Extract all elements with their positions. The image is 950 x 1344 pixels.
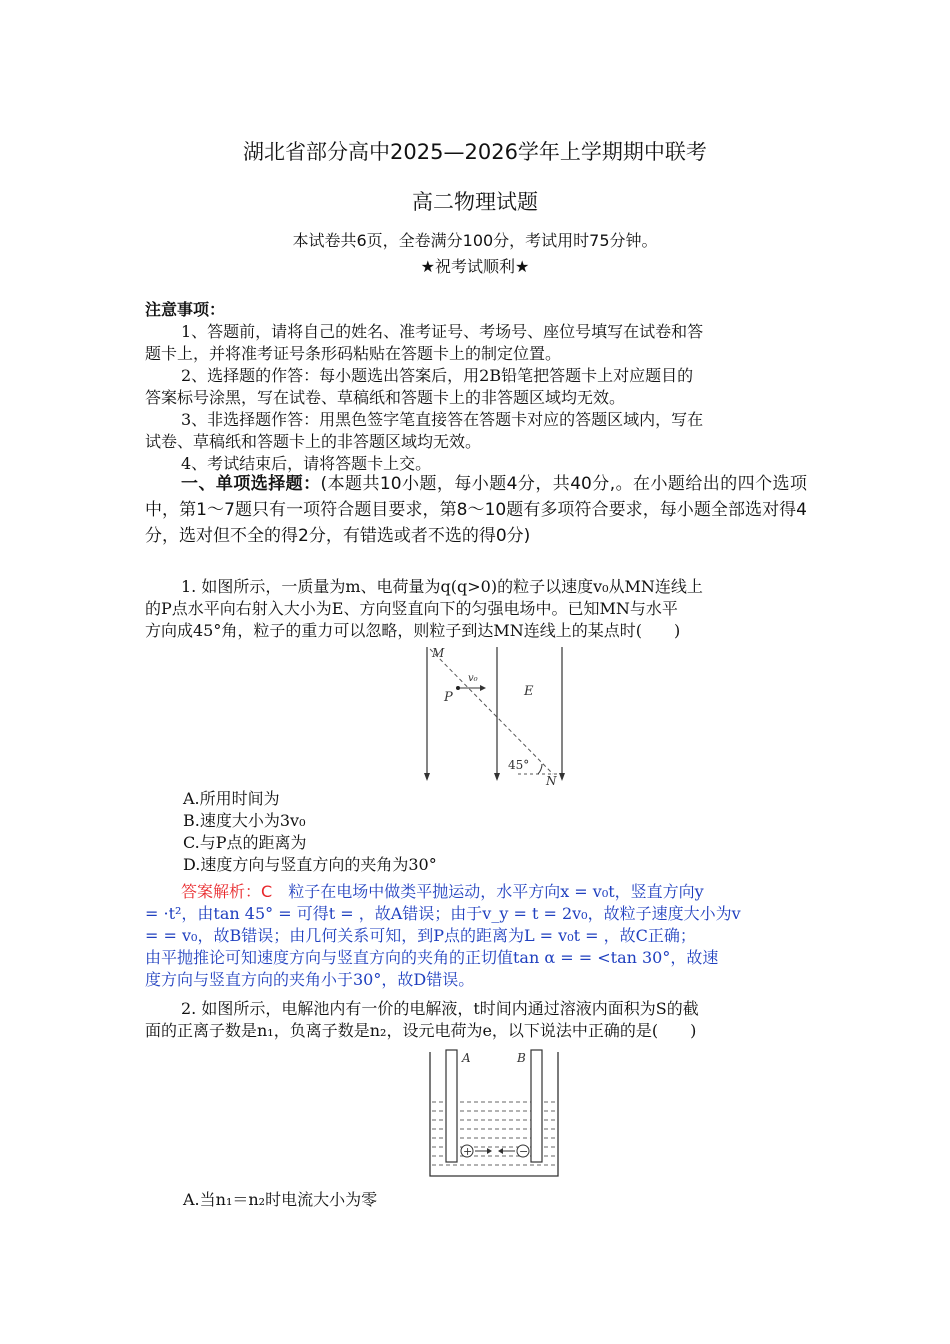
- q2-figure: [424, 1048, 564, 1180]
- exam-title: 湖北省部分高中2025—2026学年上学期期中联考: [243, 140, 707, 164]
- label-a: A: [462, 1051, 471, 1065]
- note-line: 2、选择题的作答：每小题选出答案后，用2B铅笔把答题卡上对应题目的: [181, 366, 694, 385]
- answer-line: 度方向与竖直方向的夹角小于30°，故D错误。: [145, 970, 475, 989]
- angle-arc: [538, 764, 542, 774]
- exam-info: 本试卷共6页，全卷满分100分，考试用时75分钟。: [292, 231, 658, 250]
- notes-heading: 注意事项：: [145, 300, 226, 319]
- note-line: 试卷、草稿纸和答题卡上的非答题区域均无效。: [145, 432, 482, 451]
- option-a: A.当n₁＝n₂时电流大小为零: [183, 1190, 378, 1209]
- notes-block: [145, 299, 807, 475]
- velocity-arrow-head: [480, 685, 486, 691]
- electrode-b: [531, 1050, 542, 1162]
- label-v0: v₀: [468, 673, 478, 684]
- answer-line: = = v₀，故B错误；由几何关系可知，到P点的距离为L = v₀t = ，故C正确；: [145, 926, 696, 945]
- label-b: B: [517, 1051, 526, 1065]
- label-n: N: [546, 774, 557, 788]
- question-2: [145, 998, 807, 1042]
- label-angle: 45°: [508, 758, 530, 772]
- blessing-line: ★祝考试顺利★: [420, 257, 530, 276]
- arrow-head: [494, 773, 500, 781]
- note-line: 1、答题前，请将自己的姓名、准考证号、考场号、座位号填写在试卷和答: [181, 322, 704, 341]
- q1-line: 方向成45°角，粒子的重力可以忽略，则粒子到达MN连线上的某点时( ): [145, 621, 681, 640]
- answer-label: 答案解析：C: [181, 882, 273, 901]
- option-b: B.速度大小为3v₀: [183, 811, 306, 830]
- question-1: [145, 576, 807, 642]
- q1-answer: [145, 881, 807, 991]
- label-p: P: [444, 690, 453, 705]
- section-1-description: (本题共10小题，每小题4分，共40分,。在小题给出的四个选项中，第1～7题只有一项符合题目要求，第8～10题有多项符合要求，每小题全部选对得4分，选对但不全的得2分，有错选或者不选的得0分): [145, 474, 807, 546]
- answer-line: = ·t²，由tan 45° = 可得t = ，故A错误；由于v_y = t = 2v₀，故粒子速度大小为v: [145, 904, 741, 923]
- minus-sign: −: [519, 1145, 529, 1158]
- note-line: 题卡上，并将准考证号条形码粘贴在答题卡上的制定位置。: [145, 344, 562, 363]
- label-m: M: [432, 646, 445, 660]
- option-c: C.与P点的距离为: [183, 833, 307, 852]
- q2-options: [145, 1189, 807, 1211]
- note-line: 3、非选择题作答：用黑色签字笔直接答在答题卡对应的答题区域内，写在: [181, 410, 704, 429]
- option-d: D.速度方向与竖直方向的夹角为30°: [183, 855, 437, 874]
- q1-figure: [418, 643, 578, 788]
- arrow-head: [559, 773, 565, 781]
- answer-line: 由平抛推论可知速度方向与竖直方向的夹角的正切值tan α = = <tan 30°，故速: [145, 948, 719, 967]
- note-line: 答案标号涂黑，写在试卷、草稿纸和答题卡上的非答题区域均无效。: [145, 388, 626, 407]
- plus-sign: +: [463, 1145, 473, 1158]
- note-line: 4、考试结束后，请将答题卡上交。: [181, 454, 432, 473]
- q1-line: 的P点水平向右射入大小为E、方向竖直向下的匀强电场中。已知MN与水平: [145, 599, 678, 618]
- q1-line: 1. 如图所示，一质量为m、电荷量为q(q>0)的粒子以速度v₀从MN连线上: [181, 577, 703, 596]
- answer-line: 粒子在电场中做类平抛运动，水平方向x = v₀t，竖直方向y: [272, 882, 704, 901]
- section-1-heading: 一、单项选择题：: [181, 474, 321, 494]
- q2-line: 2. 如图所示，电解池内有一价的电解液，t时间内通过溶液内面积为S的截: [181, 999, 699, 1018]
- option-a: A.所用时间为: [183, 789, 280, 808]
- q2-line: 面的正离子数是n₁，负离子数是n₂，设元电荷为e，以下说法中正确的是( ): [145, 1021, 697, 1040]
- arrow-head: [424, 773, 430, 781]
- label-e: E: [524, 684, 534, 699]
- electrode-a: [446, 1050, 457, 1162]
- q1-options: [145, 788, 807, 876]
- point-p: [456, 686, 460, 690]
- arrow-head: [487, 1148, 492, 1154]
- mn-line: [430, 649, 553, 774]
- arrow-head: [498, 1148, 503, 1154]
- section-1-intro: [145, 471, 807, 549]
- subject-title: 高二物理试题: [412, 190, 538, 214]
